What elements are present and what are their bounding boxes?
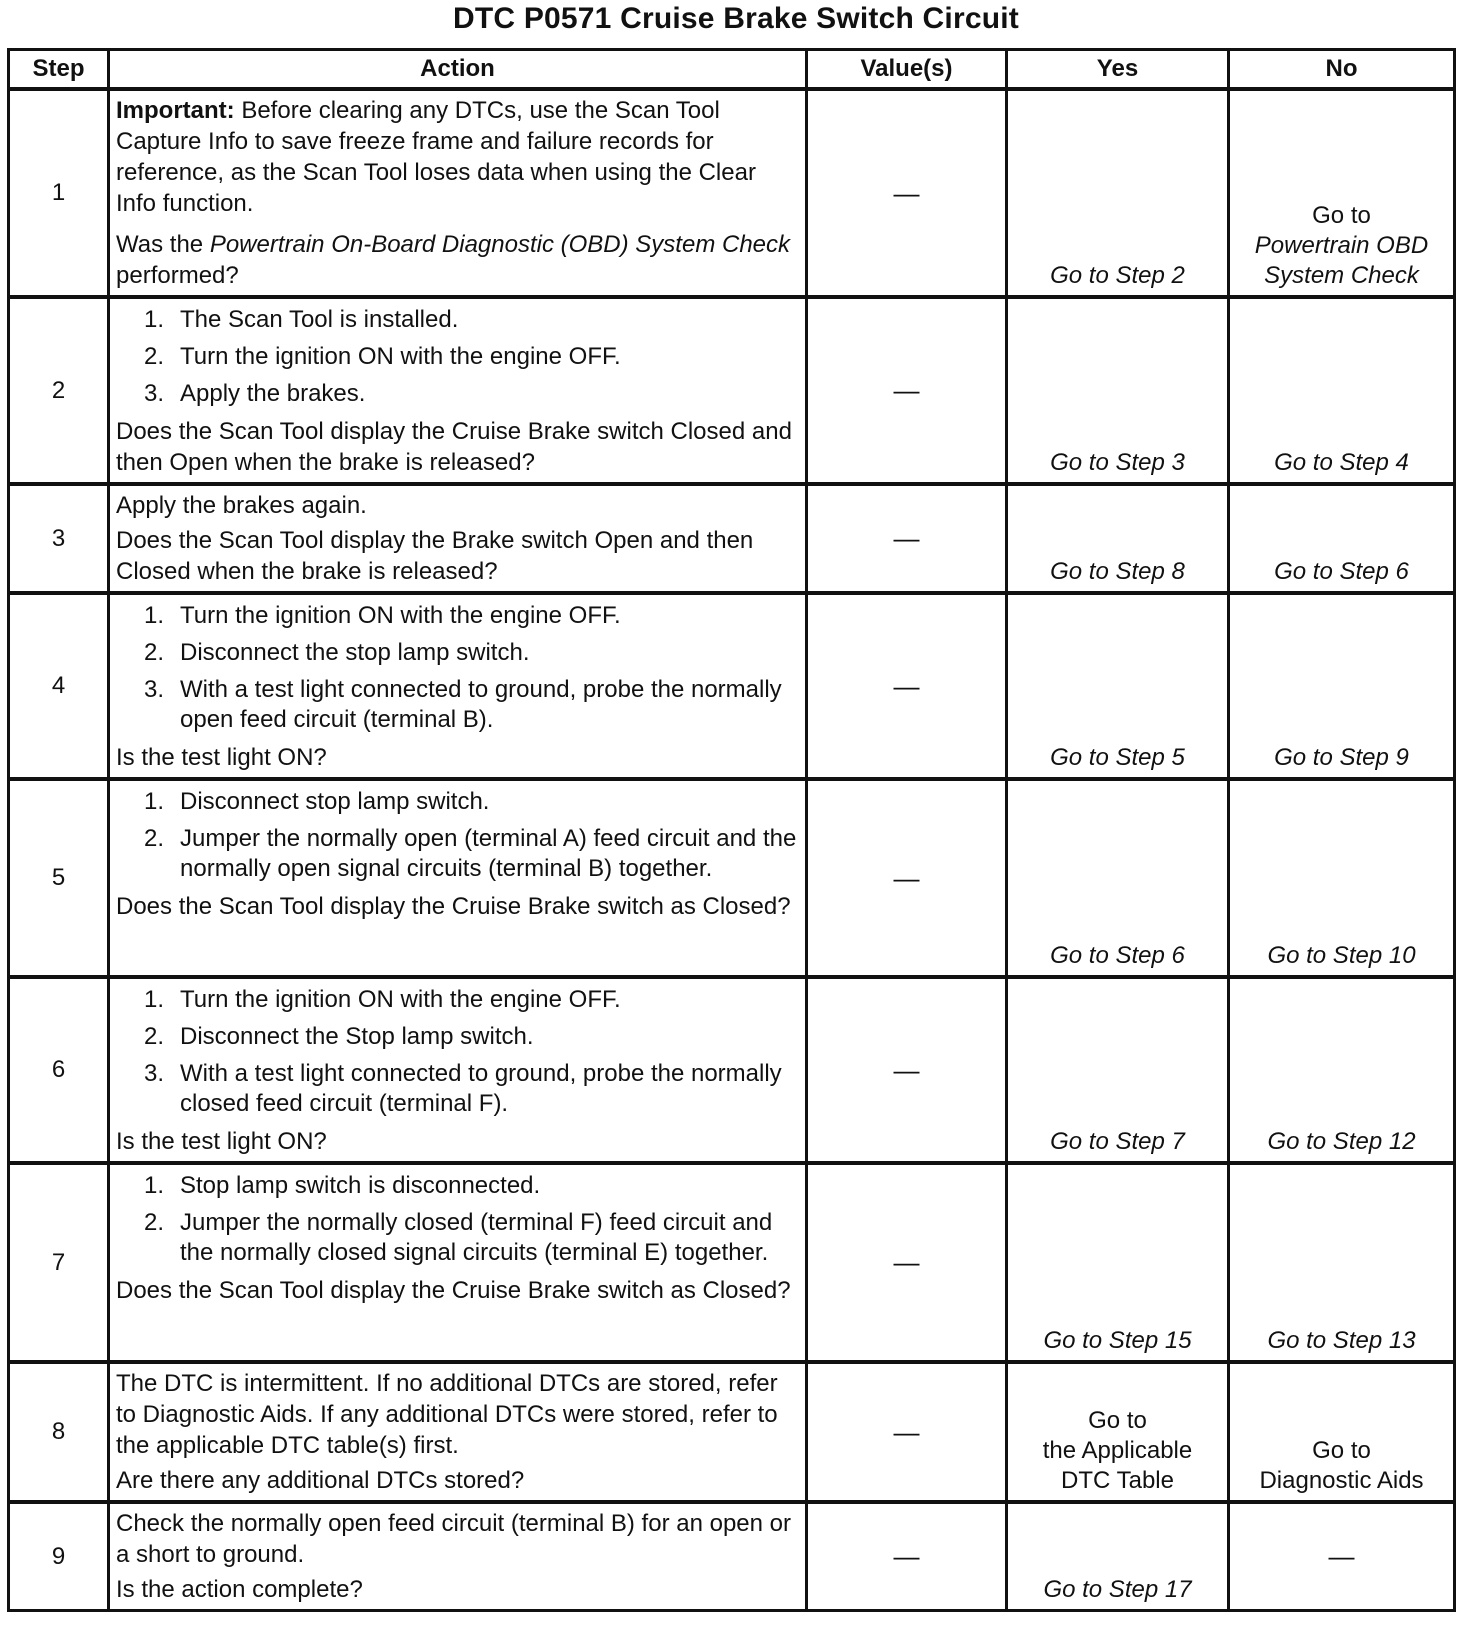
no-goto-prefix: Go to: [1312, 1437, 1371, 1464]
value-cell: [807, 297, 1007, 484]
action-step-item: 1. Stop lamp switch is disconnected.: [144, 1172, 541, 1199]
yes-cell: [1007, 779, 1229, 977]
action-question: Is the action complete?: [116, 1576, 363, 1603]
no-link[interactable]: Go to Step 4: [1274, 449, 1409, 476]
table-row: [9, 89, 1455, 297]
action-step-item: 2. Turn the ignition ON with the engine OFF.: [144, 343, 621, 370]
header-action: Action: [109, 50, 807, 90]
step-number: 3: [9, 484, 109, 593]
action-question: Does the Scan Tool display the Cruise Brake switch as Closed?: [116, 1277, 791, 1304]
value-dash: —: [893, 1416, 920, 1447]
header-values: Value(s): [807, 50, 1007, 90]
value-cell: [807, 1163, 1007, 1362]
no-link[interactable]: Go to Step 10: [1267, 942, 1416, 969]
table-row: [9, 977, 1455, 1163]
value-cell: [807, 977, 1007, 1163]
important-label: Important:: [116, 97, 235, 124]
action-steps: [116, 601, 797, 735]
action-question: Does the Scan Tool display the Cruise Brake switch as Closed?: [116, 893, 791, 920]
action-question: Is the test light ON?: [116, 1128, 327, 1155]
header-step: Step: [9, 50, 109, 90]
action-step-item: 2. Jumper the normally closed (terminal F) feed circuit and the normally closed signal circuits (terminal E) together.: [144, 1209, 773, 1266]
yes-link[interactable]: Go to Step 7: [1050, 1128, 1185, 1155]
yes-link-tail[interactable]: DTC Table: [1061, 1467, 1174, 1494]
table-row: [9, 297, 1455, 484]
table-row: [9, 1362, 1455, 1502]
header-yes: Yes: [1007, 50, 1229, 90]
action-question: Is the test light ON?: [116, 744, 327, 771]
action-lead: The DTC is intermittent. If no additional DTCs are stored, refer to Diagnostic Aids. If any additional DTCs were stored, refer to the applicable DTC table(s) first.: [116, 1370, 778, 1459]
action-step-item: 2. Jumper the normally open (terminal A) feed circuit and the normally open signal circuits (terminal B) together.: [144, 825, 797, 882]
yes-cell: [1007, 1362, 1229, 1502]
table-row: [9, 1163, 1455, 1362]
yes-link[interactable]: Go to Step 2: [1050, 262, 1185, 289]
no-link[interactable]: Go to Step 12: [1267, 1128, 1416, 1155]
action-step-item: 1. The Scan Tool is installed.: [144, 306, 459, 333]
action-steps: [116, 985, 797, 1119]
action-cell: [109, 1362, 807, 1502]
action-question: Does the Scan Tool display the Brake switch Open and then Closed when the brake is released?: [116, 527, 754, 585]
action-step-item: 2. Disconnect the Stop lamp switch.: [144, 1023, 534, 1050]
important-note: [116, 95, 797, 219]
table-row: [9, 779, 1455, 977]
step-number: 9: [9, 1502, 109, 1611]
action-step-item: 3. With a test light connected to ground, probe the normally open feed circuit (terminal B).: [144, 676, 782, 733]
action-question: Does the Scan Tool display the Cruise Brake switch Closed and then Open when the brake is released?: [116, 418, 792, 476]
action-cell: [109, 1502, 807, 1611]
dtc-table: [7, 48, 1456, 1612]
action-steps: [116, 787, 797, 884]
no-link[interactable]: Diagnostic Aids: [1259, 1467, 1424, 1494]
step-number: 7: [9, 1163, 109, 1362]
yes-cell: [1007, 1163, 1229, 1362]
yes-link[interactable]: Go to Step 15: [1043, 1327, 1192, 1354]
no-cell: [1229, 779, 1455, 977]
value-cell: [807, 1362, 1007, 1502]
table-row: [9, 1502, 1455, 1611]
no-cell: [1229, 593, 1455, 779]
yes-goto-prefix: Go to: [1088, 1407, 1147, 1434]
action-steps: [116, 305, 797, 409]
action-cell: [109, 297, 807, 484]
no-cell: [1229, 1362, 1455, 1502]
yes-link[interactable]: Go to Step 17: [1043, 1576, 1192, 1603]
important-text: Before clearing any DTCs, use the Scan Tool Capture Info to save freeze frame and failure records for reference, as the Scan Tool loses data when using the Clear Info function.: [116, 97, 756, 217]
action-cell: [109, 977, 807, 1163]
action-step-item: 3. With a test light connected to ground, probe the normally closed feed circuit (terminal F).: [144, 1060, 782, 1117]
action-question: [116, 229, 797, 291]
no-link[interactable]: Go to Step 13: [1267, 1327, 1416, 1354]
no-goto-prefix: Go to: [1312, 202, 1371, 229]
header-row: [9, 50, 1455, 90]
no-cell: [1229, 1502, 1455, 1611]
no-cell: [1229, 297, 1455, 484]
action-cell: [109, 484, 807, 593]
action-cell: [109, 593, 807, 779]
question-italic: Powertrain On-Board Diagnostic (OBD) System Check: [209, 231, 791, 258]
page-title: DTC P0571 Cruise Brake Switch Circuit: [453, 2, 1019, 35]
header-no: No: [1229, 50, 1455, 90]
value-cell: [807, 593, 1007, 779]
table-row: [9, 593, 1455, 779]
yes-cell: [1007, 484, 1229, 593]
no-link[interactable]: Go to Step 9: [1274, 744, 1409, 771]
step-number: 4: [9, 593, 109, 779]
value-cell: [807, 89, 1007, 297]
value-cell: [807, 1502, 1007, 1611]
value-dash: —: [893, 1541, 920, 1571]
yes-link[interactable]: Go to Step 5: [1050, 744, 1185, 771]
action-lead: Apply the brakes again.: [116, 492, 367, 519]
value-dash: —: [893, 523, 920, 553]
action-lead: Check the normally open feed circuit (terminal B) for an open or a short to ground.: [116, 1510, 791, 1568]
yes-cell: [1007, 977, 1229, 1163]
action-step-item: 2. Disconnect the stop lamp switch.: [144, 639, 530, 666]
action-cell: [109, 1163, 807, 1362]
step-number: 5: [9, 779, 109, 977]
no-link[interactable]: Powertrain OBD System Check: [1254, 232, 1429, 289]
value-cell: [807, 779, 1007, 977]
action-step-item: 1. Turn the ignition ON with the engine OFF.: [144, 986, 621, 1013]
question-post: performed?: [116, 262, 239, 289]
step-number: 6: [9, 977, 109, 1163]
table-row: [9, 484, 1455, 593]
yes-link[interactable]: Go to Step 8: [1050, 558, 1185, 585]
value-dash: —: [893, 670, 920, 701]
value-cell: [807, 484, 1007, 593]
yes-cell: [1007, 1502, 1229, 1611]
yes-cell: [1007, 297, 1229, 484]
step-number: 8: [9, 1362, 109, 1502]
yes-cell: [1007, 89, 1229, 297]
value-dash: —: [893, 375, 920, 405]
action-question: Are there any additional DTCs stored?: [116, 1467, 525, 1494]
no-cell: [1229, 1163, 1455, 1362]
action-cell: [109, 779, 807, 977]
step-number: 1: [9, 89, 109, 297]
action-cell: [109, 89, 807, 297]
value-dash: —: [893, 177, 920, 208]
value-dash: —: [893, 1247, 920, 1277]
action-step-item: 1. Disconnect stop lamp switch.: [144, 788, 490, 815]
yes-link[interactable]: Go to Step 6: [1050, 942, 1185, 969]
value-dash: —: [893, 862, 920, 893]
yes-link[interactable]: Go to Step 3: [1050, 449, 1185, 476]
no-cell: [1229, 89, 1455, 297]
action-steps: [116, 1171, 797, 1268]
yes-link[interactable]: the Applicable: [1042, 1437, 1193, 1464]
action-step-item: 1. Turn the ignition ON with the engine OFF.: [144, 602, 621, 629]
value-dash: —: [893, 1054, 920, 1085]
step-number: 2: [9, 297, 109, 484]
yes-cell: [1007, 593, 1229, 779]
no-link[interactable]: Go to Step 6: [1274, 558, 1409, 585]
action-step-item: 3. Apply the brakes.: [144, 380, 366, 407]
question-pre: Was the: [116, 231, 210, 258]
no-cell: [1229, 484, 1455, 593]
no-cell: [1229, 977, 1455, 1163]
no-dash: —: [1328, 1541, 1355, 1571]
